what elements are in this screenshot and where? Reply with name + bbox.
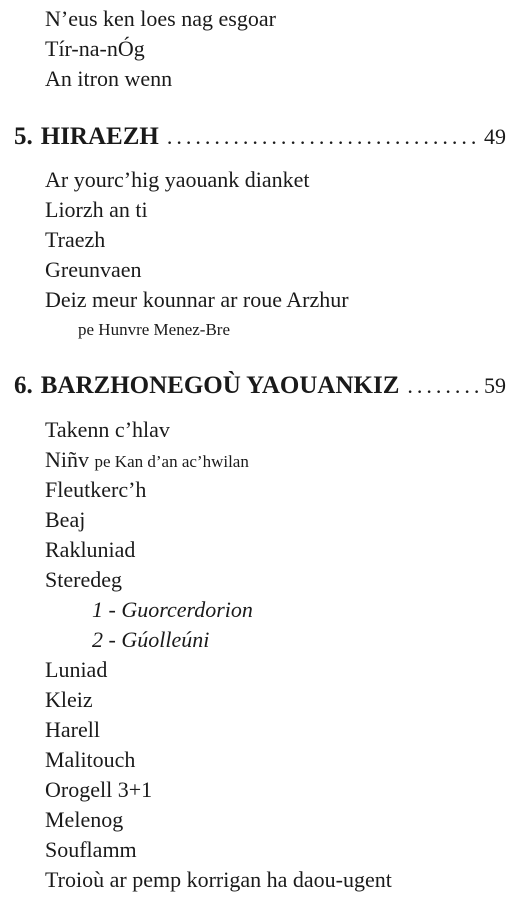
section-heading-5 <box>14 122 506 152</box>
toc-entry: Tír-na-nÓg <box>45 36 145 61</box>
toc-entry: Luniad <box>45 657 108 682</box>
toc-entry: Takenn c’hlav <box>45 417 170 442</box>
section-title: BARZHONEGOÙ YAOUANKIZ <box>40 372 400 399</box>
toc-entry: Greunvaen <box>45 257 142 282</box>
toc-entry: Fleutkerc’h <box>45 477 147 502</box>
toc-entry: Kleiz <box>45 687 93 712</box>
toc-entry-subtitle: pe Hunvre Menez-Bre <box>78 320 230 339</box>
toc-entry: An itron wenn <box>45 66 173 91</box>
toc-entry <box>45 447 249 475</box>
section-number: 6. <box>14 372 33 399</box>
toc-entry: Souflamm <box>45 837 137 862</box>
toc-entry-subtitle: pe Kan d’an ac’hwilan <box>94 452 249 471</box>
toc-entry: Steredeg <box>45 567 122 592</box>
section-page-number: 49 <box>484 124 506 149</box>
toc-entry: Traezh <box>45 227 106 252</box>
toc-entry-part: 2 - Gúolleúni <box>92 627 210 652</box>
toc-entry: Harell <box>45 717 100 742</box>
section-page-number: 59 <box>484 373 506 398</box>
section-number: 5. <box>14 123 33 150</box>
section-heading-6 <box>14 371 506 401</box>
toc-entry: Malitouch <box>45 747 136 772</box>
dot-leader <box>407 371 478 401</box>
toc-entry: Deiz meur kounnar ar roue Arzhur <box>45 287 349 312</box>
dot-leader <box>167 122 478 152</box>
toc-entry: Rakluniad <box>45 537 136 562</box>
toc-entry: Ar yourc’hig yaouank dianket <box>45 167 310 192</box>
toc-entry: Beaj <box>45 507 86 532</box>
section-title: HIRAEZH <box>40 123 159 150</box>
toc-entry-title: Niñv <box>45 447 89 472</box>
toc-entry: Orogell 3+1 <box>45 777 153 802</box>
toc-entry-part: 1 - Guorcerdorion <box>92 597 253 622</box>
toc-entry: Melenog <box>45 807 124 832</box>
toc-entry: Troioù ar pemp korrigan ha daou-ugent <box>45 867 392 892</box>
toc-entry: Liorzh an ti <box>45 197 148 222</box>
toc-entry: N’eus ken loes nag esgoar <box>45 6 276 31</box>
